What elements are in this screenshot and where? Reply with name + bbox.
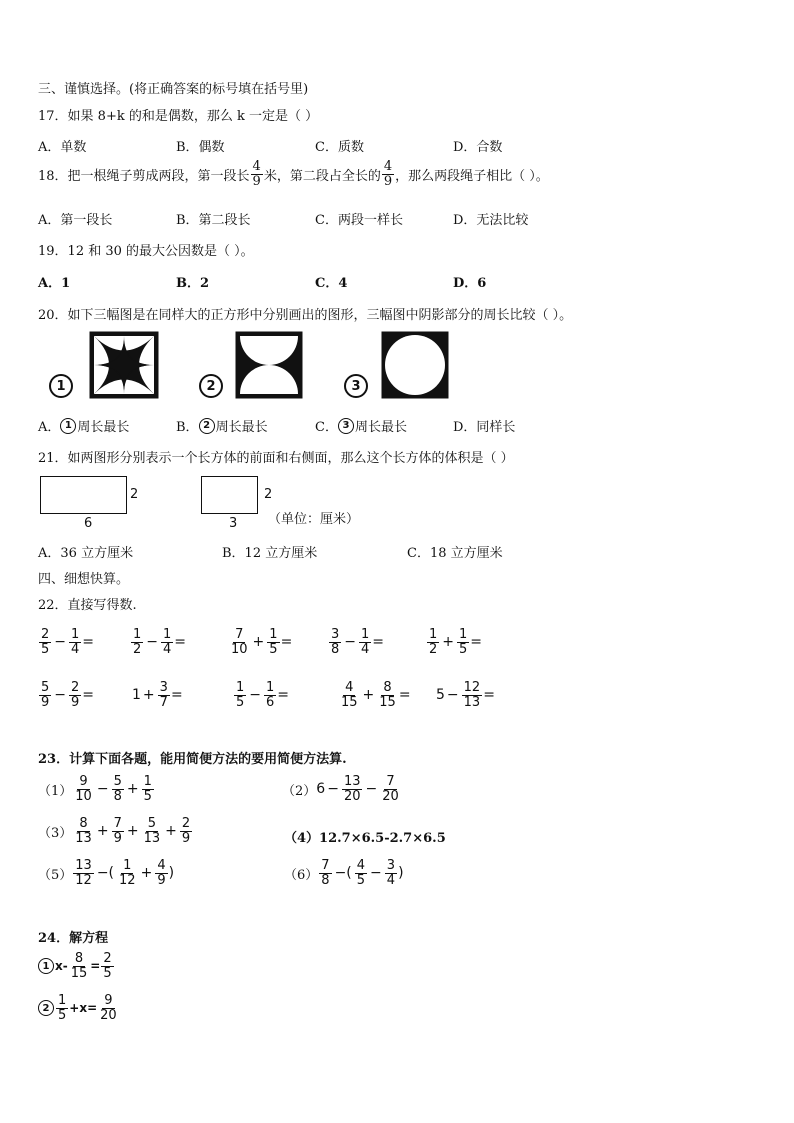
q18-frac2: $\frac{4}{9}$: [383, 159, 393, 189]
q18-option-d: D．无法比较: [453, 213, 529, 228]
q17-option-c: C．质数: [315, 140, 364, 155]
q20-option-b: B． 2 周长最长: [176, 416, 268, 435]
q18-text: 18．把一根绳子剪成两段，第一段长 $\frac{4}{9}$ 米，第二段占全长的 $\frac{4}{9}$ ，那么两段绳子相比（ ）。: [38, 159, 549, 189]
q22-expr-6: $\frac{5}{9}$ − $\frac{2}{9}$ =: [41, 680, 95, 710]
q21-unit: （单位：厘米）: [268, 512, 360, 527]
q20-figure-3: [380, 330, 450, 400]
section4-title: 四、细想快算。: [38, 572, 130, 587]
q22-title: 22．直接写得数.: [38, 598, 137, 613]
q18-option-c: C．两段一样长: [315, 213, 403, 228]
q20-label-3: 3: [344, 374, 368, 398]
q22-expr-7: 1 + $\frac{3}{7}$ =: [132, 680, 183, 710]
q21-option-b: B．12 立方厘米: [222, 546, 318, 561]
q21-front-height: 2: [130, 487, 139, 502]
q17-option-b: B．偶数: [176, 140, 225, 155]
q21-front-rect: [40, 476, 127, 514]
q23-expr-1: （1） $\frac{9}{10}$ − $\frac{5}{8}$ + $\frac{1}{5}$: [38, 774, 152, 804]
q22-expr-3: $\frac{7}{10}$ + $\frac{1}{5}$ =: [231, 627, 293, 657]
q22-expr-5: $\frac{1}{2}$ + $\frac{1}{5}$ =: [429, 627, 483, 657]
q18-frac1: $\frac{4}{9}$: [252, 159, 261, 189]
q21-side-width: 3: [229, 516, 238, 531]
q20-figure-1: [88, 330, 160, 400]
q20-option-c: C． 3 周长最长: [315, 416, 407, 435]
q21-text: 21．如两图形分别表示一个长方体的前面和右侧面，那么这个长方体的体积是（ ）: [38, 451, 514, 466]
q21-option-c: C．18 立方厘米: [407, 546, 503, 561]
q19-option-d: D．6: [453, 276, 487, 291]
q20-text: 20．如下三幅图是在同样大的正方形中分别画出的图形，三幅图中阴影部分的周长比较（ ）。: [38, 308, 573, 323]
q22-expr-10: 5 − $\frac{12}{13}$ =: [436, 680, 495, 710]
q22-expr-8: $\frac{1}{5}$ − $\frac{1}{6}$ =: [236, 680, 290, 710]
q23-expr-5: （5） $\frac{13}{12}$ −( $\frac{1}{12}$ + $\frac{4}{9}$ ): [38, 858, 175, 888]
q24-equation-1: 1 x- $\frac{8}{15}$ = $\frac{2}{5}$: [38, 952, 115, 980]
q22-expr-4: $\frac{3}{8}$ − $\frac{1}{4}$ =: [331, 627, 385, 657]
q21-front-width: 6: [84, 516, 93, 531]
q21-option-a: A．36 立方厘米: [38, 546, 134, 561]
q23-title: 23．计算下面各题，能用简便方法的要用简便方法算.: [38, 752, 347, 767]
q20-figure-2: [234, 330, 304, 400]
q23-expr-6: （6） $\frac{7}{8}$ −( $\frac{4}{5}$ − $\frac{3}{4}$ ): [284, 858, 404, 888]
q20-option-a: A． 1 周长最长: [38, 416, 129, 435]
q20-option-d: D．同样长: [453, 420, 516, 435]
q22-expr-2: $\frac{1}{2}$ − $\frac{1}{4}$ =: [133, 627, 187, 657]
q23-expr-3: （3） $\frac{8}{13}$ + $\frac{7}{9}$ + $\frac{5}{13}$ + $\frac{2}{9}$: [38, 816, 191, 846]
q22-expr-1: $\frac{2}{5}$ − $\frac{1}{4}$ =: [41, 627, 95, 657]
q23-expr-4: （4）12.7×6.5-2.7×6.5: [284, 831, 446, 846]
q18-option-a: A．第一段长: [38, 213, 113, 228]
q23-expr-2: （2） 6 − $\frac{13}{20}$ − $\frac{7}{20}$: [282, 774, 399, 804]
q20-label-2: 2: [199, 374, 223, 398]
q24-equation-2: 2 $\frac{1}{5}$ +x= $\frac{9}{20}$: [38, 994, 120, 1022]
q20-label-1: 1: [49, 374, 73, 398]
q18-option-b: B．第二段长: [176, 213, 251, 228]
q24-title: 24．解方程: [38, 931, 109, 946]
q21-side-rect: [201, 476, 258, 514]
q19-text: 19．12 和 30 的最大公因数是（ ）。: [38, 244, 254, 259]
q21-side-height: 2: [264, 487, 273, 502]
q17-option-a: A．单数: [38, 140, 87, 155]
q19-option-c: C．4: [315, 276, 348, 291]
q17-option-d: D．合数: [453, 140, 503, 155]
section3-title: 三、谨慎选择。(将正确答案的标号填在括号里): [38, 82, 309, 97]
q17-text: 17．如果 8+k 的和是偶数，那么 k 一定是（ ）: [38, 109, 319, 124]
q19-option-b: B．2: [176, 276, 210, 291]
q19-option-a: A．1: [38, 276, 71, 291]
q22-expr-9: $\frac{4}{15}$ + $\frac{8}{15}$ =: [341, 680, 411, 710]
